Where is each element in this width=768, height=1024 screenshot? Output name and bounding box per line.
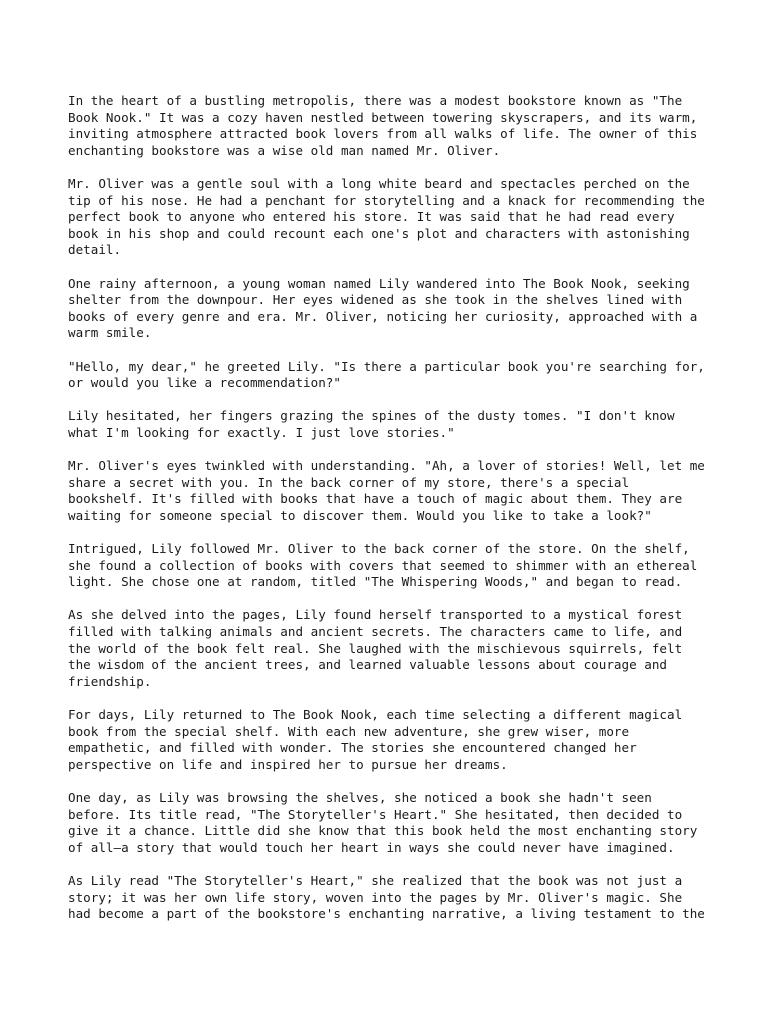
- text-line: Mr. Oliver was a gentle soul with a long white beard and spectacles perched on the: [68, 175, 690, 191]
- text-line: Book Nook." It was a cozy haven nestled between towering skyscrapers, and its warm,: [68, 109, 698, 125]
- text-line: bookshelf. It's filled with books that have a touch of magic about them. They are: [68, 491, 683, 507]
- text-line: perfect book to anyone who entered his store. It was said that he had read every: [68, 209, 675, 225]
- text-line: book from the special shelf. With each new adventure, she grew wiser, more: [68, 723, 630, 739]
- text-line: perspective on life and inspired her to pursue her dreams.: [68, 756, 508, 772]
- paragraph: [68, 707, 708, 773]
- text-line: filled with talking animals and ancient secrets. The characters came to life, and: [68, 624, 683, 639]
- text-line: "Hello, my dear," he greeted Lily. "Is there a particular book you're searching for,: [68, 358, 705, 374]
- text-line: friendship.: [68, 673, 152, 689]
- text-line: In the heart of a bustling metropolis, there was a modest bookstore known as "The: [68, 93, 683, 108]
- text-line: light. She chose one at random, titled "The Whispering Woods," and began to read.: [68, 574, 683, 590]
- text-line: Lily hesitated, her fingers grazing the spines of the dusty tomes. "I don't know: [68, 408, 675, 424]
- paragraph: [68, 93, 708, 159]
- text-line: Mr. Oliver's eyes twinkled with understanding. "Ah, a lover of stories! Well, let me: [68, 458, 705, 474]
- text-line: enchanting bookstore was a wise old man named Mr. Oliver.: [68, 142, 501, 158]
- text-line: Intrigued, Lily followed Mr. Oliver to the back corner of the store. On the shelf,: [68, 541, 690, 557]
- paragraph: [68, 359, 708, 392]
- text-line: One rainy afternoon, a young woman named Lily wandered into The Book Nook, seeking: [68, 275, 690, 291]
- text-line: story; it was her own life story, woven into the pages by Mr. Oliver's magic. She: [68, 889, 683, 905]
- text-line: of all—a story that would touch her heart in ways she could never have imagined.: [68, 839, 675, 855]
- paragraph: [68, 276, 708, 342]
- text-line: As she delved into the pages, Lily found herself transported to a mystical forest: [68, 607, 683, 623]
- paragraph: [68, 790, 708, 856]
- paragraph: [68, 408, 708, 441]
- text-line: share a secret with you. In the back corner of my store, there's a special: [68, 474, 630, 490]
- text-line: empathetic, and filled with wonder. The stories she encountered changed her: [68, 740, 637, 756]
- paragraph: [68, 176, 708, 259]
- text-line: or would you like a recommendation?": [68, 375, 341, 391]
- document-body: [68, 93, 708, 939]
- text-line: detail.: [68, 242, 122, 258]
- paragraph: [68, 458, 708, 524]
- text-line: what I'm looking for exactly. I just love stories.": [68, 424, 455, 440]
- text-line: before. Its title read, "The Storyteller's Heart." She hesitated, then decided to: [68, 806, 683, 822]
- text-line: warm smile.: [68, 325, 152, 341]
- text-line: inviting atmosphere attracted book lovers from all walks of life. The owner of this: [68, 126, 698, 142]
- text-line: book in his shop and could recount each one's plot and characters with astonishing: [68, 225, 690, 241]
- text-line: shelter from the downpour. Her eyes widened as she took in the shelves lined with: [68, 292, 683, 308]
- text-line: One day, as Lily was browsing the shelves, she noticed a book she hadn't seen: [68, 789, 652, 805]
- paragraph: [68, 541, 708, 591]
- text-line: tip of his nose. He had a penchant for storytelling and a knack for recommending the: [68, 192, 705, 208]
- text-line: waiting for someone special to discover them. Would you like to take a look?": [68, 507, 652, 523]
- text-line: books of every genre and era. Mr. Oliver, noticing her curiosity, approached with a: [68, 308, 698, 324]
- text-line: the world of the book felt real. She laughed with the mischievous squirrels, felt: [68, 640, 683, 656]
- text-line: As Lily read "The Storyteller's Heart," she realized that the book was not just a: [68, 872, 683, 888]
- paragraph: [68, 873, 708, 923]
- text-line: had become a part of the bookstore's enchanting narrative, a living testament to the: [68, 906, 705, 922]
- text-line: she found a collection of books with covers that seemed to shimmer with an ethereal: [68, 557, 698, 573]
- paragraph: [68, 607, 708, 690]
- text-line: the wisdom of the ancient trees, and learned valuable lessons about courage and: [68, 657, 667, 673]
- text-line: give it a chance. Little did she know that this book held the most enchanting story: [68, 823, 698, 839]
- text-line: For days, Lily returned to The Book Nook, each time selecting a different magical: [68, 706, 683, 722]
